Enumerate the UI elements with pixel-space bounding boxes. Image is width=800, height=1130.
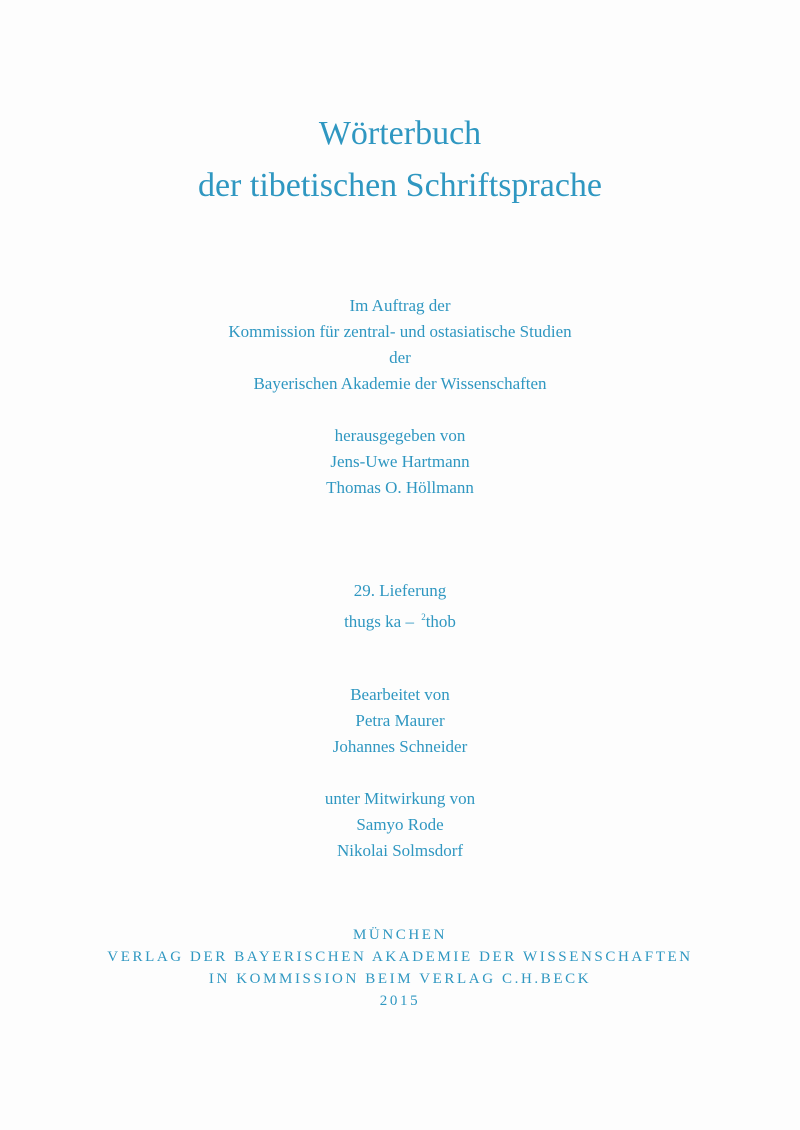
commission-line-4: Bayerischen Akademie der Wissenschaften xyxy=(253,374,547,393)
editor-name: Thomas O. Höllmann xyxy=(326,478,474,497)
editors-intro: herausgegeben von xyxy=(334,426,466,445)
commission-block xyxy=(0,293,800,397)
commission-line-1: Im Auftrag der xyxy=(349,296,451,315)
issue-range-end: thob xyxy=(425,612,456,631)
mitwirkung-block xyxy=(0,786,800,864)
title-line-2: der tibetischen Schriftsprache xyxy=(197,167,603,204)
issue-range-superscript: 2 xyxy=(421,612,426,622)
issue-range xyxy=(0,604,800,635)
publisher-line-1: VERLAG DER BAYERISCHEN AKADEMIE DER WISSENSCHAFTEN xyxy=(107,949,693,965)
author-name: Johannes Schneider xyxy=(332,737,468,756)
publisher-line-2: IN KOMMISSION BEIM VERLAG C.H.BECK xyxy=(208,971,592,987)
bearbeitet-block xyxy=(0,682,800,760)
issue-range-start: thugs ka – xyxy=(344,612,419,631)
title-line-1: Wörterbuch xyxy=(318,115,482,152)
publication-year: 2015 xyxy=(379,993,421,1009)
issue-label: 29. Lieferung xyxy=(353,581,447,600)
editor-name: Jens-Uwe Hartmann xyxy=(330,452,470,471)
contributor-name: Nikolai Solmsdorf xyxy=(336,841,464,860)
commission-line-3: der xyxy=(389,348,411,367)
publisher-block xyxy=(0,924,800,1012)
issue-block xyxy=(0,578,800,635)
book-title xyxy=(0,108,800,212)
editors-block xyxy=(0,423,800,501)
commission-line-2: Kommission für zentral- und ostasiatische Studien xyxy=(228,322,572,341)
bearbeitet-intro: Bearbeitet von xyxy=(350,685,450,704)
contributor-name: Samyo Rode xyxy=(356,815,444,834)
publisher-city: MÜNCHEN xyxy=(352,927,448,943)
author-name: Petra Maurer xyxy=(355,711,445,730)
mitwirkung-intro: unter Mitwirkung von xyxy=(324,789,476,808)
